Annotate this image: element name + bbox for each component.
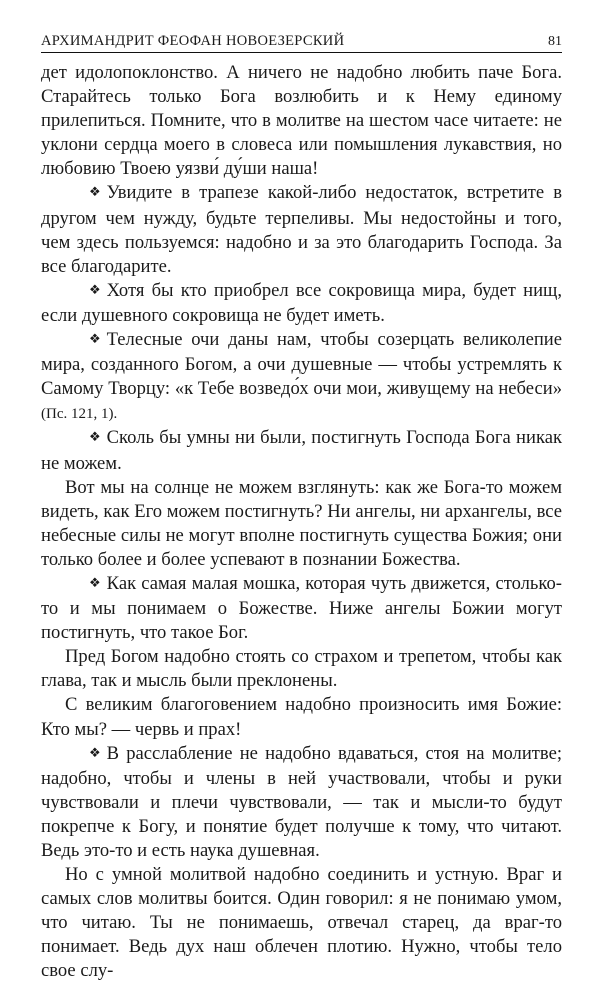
paragraph: Вот мы на солнце не можем взглянуть: как же Бога-то можем видеть, как Его можем постигнуть? Ни ангелы, ни архангелы, все небесные силы не могут вполне постигнуть существа Божия; они только более и более успевают в познании Божества.	[41, 476, 562, 570]
running-header-title: АРХИМАНДРИТ ФЕОФАН НОВОЕЗЕРСКИЙ	[41, 33, 345, 49]
diamond-bullet-icon: ❖	[89, 429, 101, 445]
paragraph: ❖ В расслабление не надобно вдаваться, стоя на молитве; надобно, чтобы и члены в ней участвовали, чтобы и руки чувствовали и плечи чувствовали, — так и мысли-то будут покрепче к Богу, и понятие будет получше к тому, что читают. Ведь это-то и есть наука душевная.	[41, 742, 562, 861]
diamond-bullet-icon: ❖	[89, 331, 101, 347]
paragraph: Пред Богом надобно стоять со страхом и трепетом, чтобы как глава, так и мысль были преклонены.	[41, 646, 562, 692]
diamond-bullet-icon: ❖	[89, 281, 101, 297]
diamond-bullet-icon: ❖	[89, 744, 101, 760]
page-body	[41, 61, 562, 984]
paragraph: ❖ Хотя бы кто приобрел все сокровища мира, будет нищ, если душевного сокровища не будет иметь.	[41, 279, 562, 326]
paragraph: ❖ Телесные очи даны нам, чтобы созерцать великолепие мира, созданного Богом, а очи душевные — чтобы устремлять к Самому Творцу: «к Тебе возведо́х очи мои, живущему на небеси» (Пс. 121, 1).	[41, 329, 562, 423]
paragraph: С великим благоговением надобно произносить имя Божие: Кто мы? — червь и прах!	[41, 694, 562, 740]
paragraph: Но с умной молитвой надобно соединить и устную. Враг и самых слов молитвы боится. Один говорил: я не понимаю умом, что читаю. Ты не понимаешь, отвечал старец, да враг-то понимает. Ведь дух наш облечен плотию. Нужно, чтобы тело свое слу-	[41, 864, 562, 982]
diamond-bullet-icon: ❖	[89, 574, 101, 590]
paragraph: дет идолопоклонство. А ничего не надобно любить паче Бога. Старайтесь только Бога возлюбить и к Нему единому прилепиться. Помните, что в молитве на шестом часе читаете: не уклони сердца моего в словеса или помышления лукавствия, но любовию Твоею уязви́ ду́ши наша!	[41, 62, 562, 180]
scripture-reference: (Пс. 121, 1).	[41, 406, 118, 423]
running-header	[41, 28, 562, 53]
paragraph: ❖ Как самая малая мошка, которая чуть движется, столько-то и мы понимаем о Божестве. Ниже ангелы Божии могут постигнуть, что такое Бог.	[41, 572, 562, 644]
paragraph: ❖ Сколь бы умны ни были, постигнуть Господа Бога никак не можем.	[41, 427, 562, 474]
diamond-bullet-icon: ❖	[89, 184, 101, 200]
page-number: 81	[548, 34, 562, 49]
paragraph: ❖ Увидите в трапезе какой-либо недостаток, встретите в другом чем нужду, будьте терпеливы. Мы недостойны и того, чем здесь пользуемся: надобно и за это благодарить Господа. За все благодарите.	[41, 182, 562, 277]
